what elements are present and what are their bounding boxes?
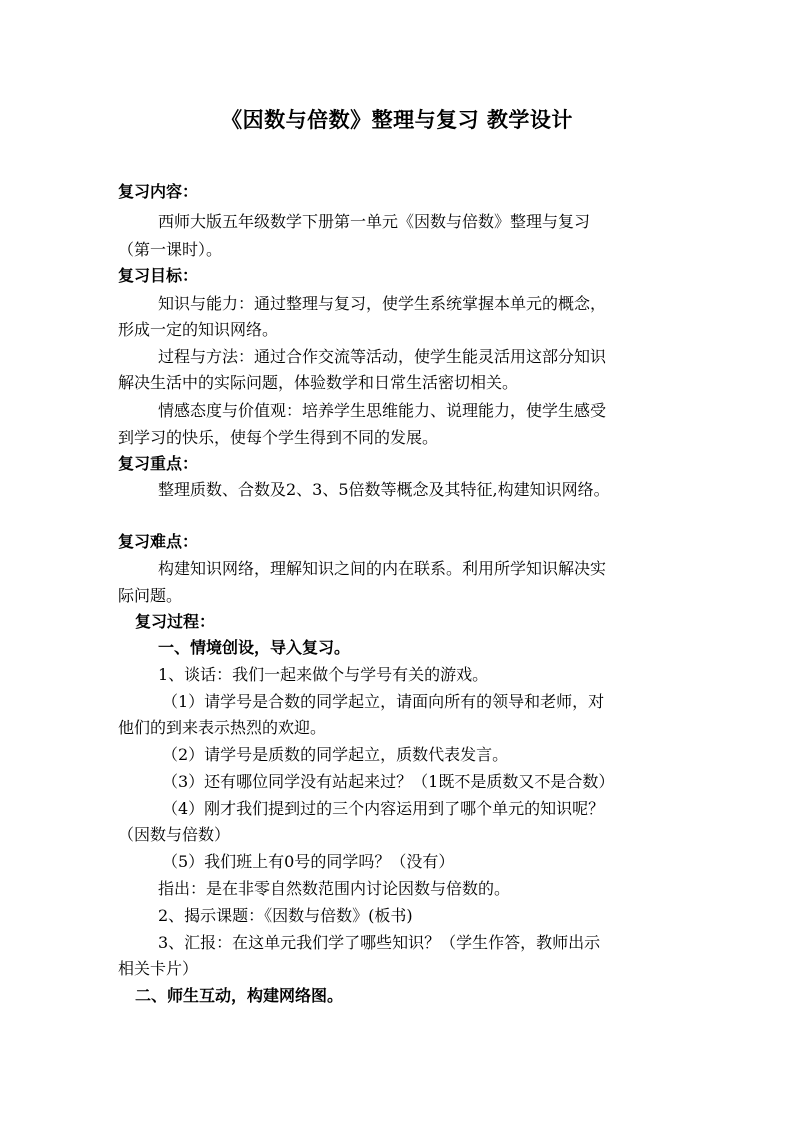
step1-subitem-line: （1）请学号是合数的同学起立，请面向所有的领导和老师，对 [162,692,605,711]
goal-text-line: 形成一定的知识网络。 [118,320,279,339]
step1-subitem: （5）我们班上有0号的同学吗？（没有） [162,852,455,871]
step1-item-line: 相关卡片） [118,959,199,978]
goal-text-line: 过程与方法：通过合作交流等活动，使学生能灵活用这部分知识 [158,347,607,366]
goal-text-line: 到学习的快乐，使每个学生得到不同的发展。 [118,428,439,447]
goals-heading: 复习目标： [118,266,199,285]
content-heading: 复习内容： [118,182,199,201]
step1-subitem-line: （4）刚才我们提到过的三个内容运用到了哪个单元的知识呢？ [162,799,605,818]
key-points-text: 整理质数、合数及2、3、5倍数等概念及其特征,构建知识网络。 [158,480,610,499]
goal-text-line: 情感态度与价值观：培养学生思维能力、说理能力，使学生感受 [158,401,607,420]
step1-item: 1、谈话：我们一起来做个与学号有关的游戏。 [158,665,489,684]
step1-subitem-line: 他们的到来表示热烈的欢迎。 [118,718,327,737]
step1-subitem: （2）请学号是质数的同学起立，质数代表发言。 [162,745,509,764]
step1-item: 2、揭示课题：《因数与倍数》(板书) [158,906,413,925]
step1-item-line: 3、汇报：在这单元我们学了哪些知识？（学生作答，教师出示 [158,933,601,952]
step1-heading: 一、情境创设，导入复习。 [158,638,351,657]
step1-point: 指出：是在非零自然数范围内讨论因数与倍数的。 [158,879,511,898]
document-title: 《因数与倍数》整理与复习 教学设计 [221,107,573,132]
step1-subitem-line: （因数与倍数） [118,825,231,844]
key-points-heading: 复习重点： [118,454,199,473]
difficulties-text-line: 际问题。 [118,586,183,605]
step1-subitem: （3）还有哪位同学没有站起来过？（1既不是质数又不是合数） [162,772,615,791]
step2-heading: 二、师生互动，构建网络图。 [135,986,344,1005]
content-text-line: （第一课时）。 [118,240,223,259]
goal-text-line: 解决生活中的实际问题，体验数学和日常生活密切相关。 [118,373,519,392]
difficulties-heading: 复习难点： [118,532,199,551]
goal-text-line: 知识与能力：通过整理与复习，使学生系统掌握本单元的概念， [158,294,607,313]
process-heading: 复习过程： [135,612,216,631]
difficulties-text-line: 构建知识网络，理解知识之间的内在联系。利用所学知识解决实 [158,559,607,578]
content-text-line: 西师大版五年级数学下册第一单元《因数与倍数》整理与复习 [158,212,591,231]
